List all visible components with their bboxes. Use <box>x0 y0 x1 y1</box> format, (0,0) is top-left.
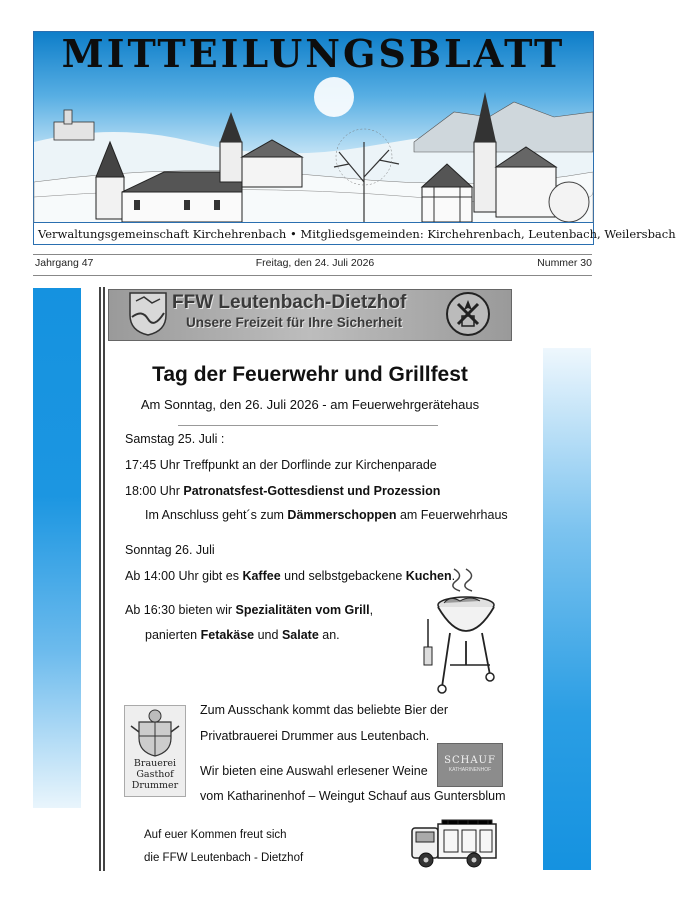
brewery-logo-line-1: Brauerei <box>133 758 177 769</box>
event-subtitle: Am Sonntag, den 26. Juli 2026 - am Feuerwehrgerätehaus <box>140 397 480 412</box>
closing-line-1: Auf euer Kommen freut sich <box>144 829 287 841</box>
saturday-line-3: Im Anschluss geht´s zum Dämmerschoppen am Feuerwehrhaus <box>145 508 508 522</box>
fire-brigade-emblem-icon <box>444 290 492 338</box>
left-blue-stripe <box>33 288 81 808</box>
brewery-logo-line-2: Gasthof <box>136 769 174 780</box>
divider <box>178 425 438 426</box>
fire-truck-icon <box>408 818 500 870</box>
beer-line-2: Privatbrauerei Drummer aus Leutenbach. <box>200 729 430 743</box>
brewery-logo <box>124 705 186 797</box>
ffw-banner-slogan: Unsere Freizeit für Ihre Sicherheit <box>186 315 403 330</box>
masthead-subtitle: Verwaltungsgemeinschaft Kirchehrenbach • Mitgliedsgemeinden: Kirchehrenbach, Leutenbach, Weilersbach <box>34 222 593 244</box>
brewery-logo-line-3: Drummer <box>131 780 179 791</box>
beer-line-1: Zum Ausschank kommt das beliebte Bier der <box>200 703 449 717</box>
masthead <box>33 31 676 245</box>
issue-number: Nummer 30 <box>537 257 592 269</box>
coat-of-arms-icon <box>128 291 168 337</box>
sunday-line-2: Ab 16:30 bieten wir Spezialitäten vom Grill, <box>125 603 374 617</box>
issue-date: Freitag, den 24. Juli 2026 <box>255 257 375 269</box>
ffw-banner-title: FFW Leutenbach-Dietzhof <box>172 292 407 313</box>
masthead-title: MITTEILUNGSBLATT <box>61 31 566 76</box>
saturday-heading: Samstag 25. Juli : <box>125 432 225 446</box>
wine-line-1: Wir bieten eine Auswahl erlesener Weine <box>200 764 428 778</box>
brewery-crest-icon <box>125 706 185 758</box>
winery-logo-tag: KATHARINENHOF <box>448 767 492 773</box>
sunday-heading: Sonntag 26. Juli <box>125 543 215 557</box>
issue-volume: Jahrgang 47 <box>35 257 94 269</box>
village-illustration <box>34 72 593 224</box>
grill-icon <box>420 565 500 695</box>
sunday-line-1: Ab 14:00 Uhr gibt es Kaffee und selbstgebackene Kuchen. <box>125 569 456 583</box>
saturday-line-1: 17:45 Uhr Treffpunkt an der Dorflinde zur Kirchenparade <box>125 458 437 472</box>
sunday-line-3: panierten Fetakäse und Salate an. <box>145 628 340 642</box>
wine-line-2: vom Katharinenhof – Weingut Schauf aus Guntersblum <box>200 789 506 803</box>
closing-line-2: die FFW Leutenbach - Dietzhof <box>144 852 304 864</box>
saturday-line-2: 18:00 Uhr Patronatsfest-Gottesdienst und Prozession <box>125 484 441 498</box>
winery-logo-name: SCHAUF <box>444 755 496 766</box>
winery-logo <box>437 743 503 787</box>
event-title: Tag der Feuerwehr und Grillfest <box>152 363 468 386</box>
right-blue-stripe <box>543 348 591 870</box>
